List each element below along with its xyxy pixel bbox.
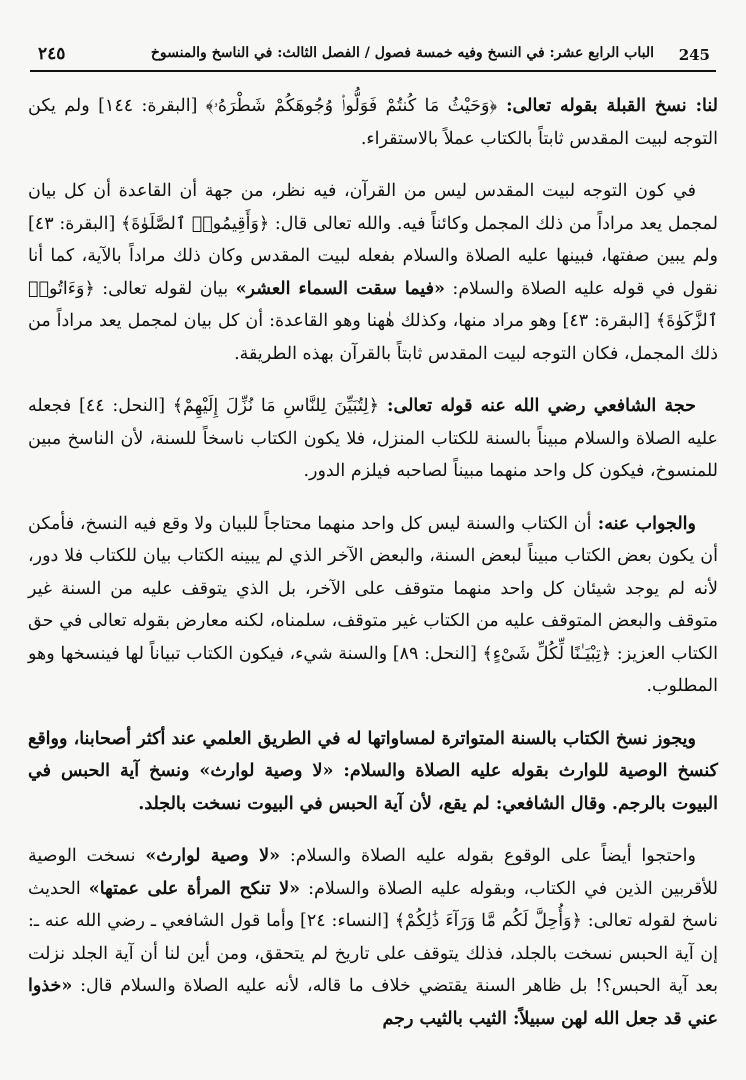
page-number-latin: 245: [678, 46, 710, 64]
paragraph: [28, 90, 718, 155]
page-header: [30, 38, 716, 72]
text-segment: الحديث ناسخ لقوله تعالى: ﴿وَأُحِلَّ لَكُم مَّا وَرَآءَ ذَٰلِكُمْ﴾ [النساء: ٢٤] وأما قول الشافعي ـ رضي الله عنه ـ: إن آية الحبس نسخت بالجلد، فذلك يتوقف على تاريخ لم يتحقق، ومن أين لنا أن آية الجلد نزلت بعد آية الحبس؟! بل ظاهر السنة يقتضي خلاف ما قاله، لأنه عليه الصلاة والسلام قال:: [28, 878, 718, 996]
paragraph: [28, 390, 718, 488]
running-title: الباب الرابع عشر: في النسخ وفيه خمسة فصول / الفصل الثالث: في الناسخ والمنسوخ: [150, 45, 654, 61]
paragraph: [28, 175, 718, 370]
text-segment: لنا: نسخ القبلة بقوله تعالى:: [497, 96, 718, 116]
text-segment: بيان لقوله تعالى: ﴿وَءَاتُوا۟ ٱلزَّكَوٰةَ﴾ [البقرة: ٤٣] وهو مراد منها، وكذلك هٰهنا وهو القاعدة: أن كل بيان لمجمل يعد مراداً من ذلك المجمل، فكان التوجه لبيت المقدس ثابتاً بالقرآن بهذه الطريقة.: [28, 278, 718, 364]
text-segment: نسخت الوصية للأقربين الذين في الكتاب، وبقوله عليه الصلاة والسلام:: [28, 846, 719, 899]
paragraph: [28, 508, 718, 703]
text-segment: والجواب عنه:: [591, 513, 696, 534]
paragraph: [28, 840, 718, 1035]
text-segment: في كون التوجه لبيت المقدس ليس من القرآن، فيه نظر، من جهة أن القاعدة أن كل بيان لمجمل يعد مراداً من ذلك المجمل وكائناً فيه. والله تعالى قال: ﴿وَأَقِيمُوا۟ ٱلصَّلَوٰةَ﴾ [البقرة: ٤٣] ولم يبين صفتها، فبينها عليه الصلاة والسلام بفعله لبيت المقدس وكان ذلك مراداً بالآية، كما أنا نقول في قوله عليه الصلاة والسلام:: [28, 181, 718, 299]
text-segment: حجة الشافعي رضي الله عنه قوله تعالى:: [378, 396, 696, 416]
text-segment: واحتجوا أيضاً على الوقوع بقوله عليه الصلاة والسلام:: [280, 846, 696, 866]
text-segment: «خذوا عني قد جعل الله لهن سبيلاً: الثيب بالثيب رجم: [28, 976, 718, 1029]
text-segment: ﴿لِتُبَيِّنَ لِلنَّاسِ مَا نُزِّلَ إِلَيْهِمْ﴾ [النحل: ٤٤] فجعله عليه الصلاة والسلام مبيناً بالسنة للكتاب المنزل، فلا يكون الكتاب ناسخاً للسنة، لأن الناسخ مبين للمنسوخ، فيكون كل واحد منهما مبيناً لصاحبه فيلزم الدور.: [28, 396, 718, 481]
text-segment: أن الكتاب والسنة ليس كل واحد منهما محتاجاً للبيان ولا وقع فيه النسخ، فأمكن أن يكون بعض الكتاب مبيناً لبعض السنة، والبعض الآخر الذي لم يبينه الكتاب بيان للكتاب فلا دور، لأنه لم يوجد شيئان كل واحد منهما متوقف على الآخر، بل الذي يتوقف عليه من السنة غير متوقف والبعض المتوقف عليه من الكتاب غير متوقف، سلمناه، لكنه معارض بقوله تعالى في حق الكتاب العزيز: ﴿تِبْيَـٰنًا لِّكُلِّ شَىْءٍ﴾ [النحل: ٨٩] والسنة شيء، فيكون الكتاب تبياناً لها فينسخها وهو المطلوب.: [28, 513, 718, 696]
text-segment: «فيما سقت السماء العشر»: [235, 278, 445, 299]
text-segment: ويجوز نسخ الكتاب بالسنة المتواترة لمساواتها له في الطريق العلمي عند أكثر أصحابنا، وواقع كنسخ الوصية للوارث بقوله عليه الصلاة والسلام: «لا وصية لوارث» ونسخ آية الحبس في البيوت بالرجم. وقال الشافعي: لم يقع، لأن آية الحبس في البيوت نسخت بالجلد.: [28, 728, 718, 814]
text-segment: ﴿وَحَيْثُ مَا كُنتُمْ فَوَلُّوا۟ وُجُوهَكُمْ شَطْرَهُۥ﴾ [البقرة: ١٤٤] ولم يكن التوجه لبيت المقدس ثابتاً بالكتاب عملاً بالاستقراء.: [28, 96, 718, 149]
text-segment: «لا وصية لوارث»: [145, 846, 281, 866]
paragraph: [28, 723, 718, 821]
text-segment: «لا تنكح المرأة على عمتها»: [88, 878, 301, 899]
page-body: [28, 90, 718, 1055]
page-number-arabic: ٢٤٥: [38, 44, 66, 64]
